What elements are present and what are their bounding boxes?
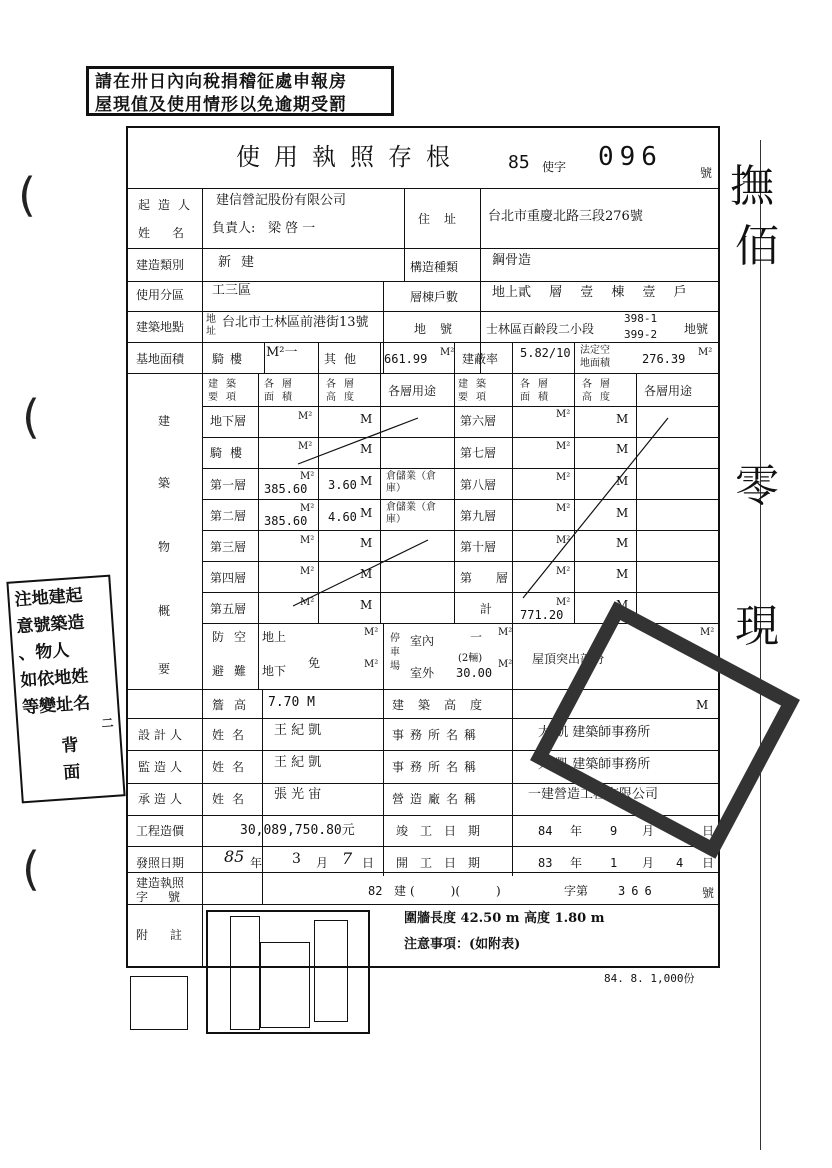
designer-name: 王 紀 凱	[274, 723, 322, 738]
print-run-note: 84. 8. 1,000份	[604, 972, 695, 985]
site-address-prefix: 地址	[206, 314, 216, 337]
floor-height-unit: M	[616, 442, 629, 456]
floor-height-unit: M	[360, 567, 373, 581]
month-unit: 月	[316, 856, 329, 870]
year-number: 85	[508, 152, 530, 173]
supervisor-name: 王 紀 凱	[274, 755, 322, 770]
floor-name: 第七層	[460, 446, 497, 460]
floor-height-unit: M	[360, 412, 373, 426]
floor-name: 第一層	[210, 478, 247, 492]
floor-name: 第六層	[460, 414, 497, 428]
eaves-label: 簷高	[212, 698, 257, 712]
notice-line-1: 請在卅日內向稅捐稽征處申報房	[95, 72, 347, 92]
structure-value: 鋼骨造	[492, 253, 532, 268]
category-value: 新建	[218, 255, 265, 270]
adjacent-page-glyph: 佰	[735, 221, 779, 272]
attention-note: 注意事項：(如附表)	[404, 937, 521, 952]
month-unit: 月	[642, 824, 655, 838]
shelter-below-label: 地下	[262, 664, 287, 678]
parking-outdoor-label: 室外	[410, 666, 435, 680]
seal-stamp	[314, 920, 348, 1022]
seal-stamp	[260, 942, 310, 1028]
permit-word: 字第	[564, 884, 589, 898]
side-note-line: 注地建起	[13, 585, 84, 611]
parking-indoor-value: 一	[470, 630, 483, 644]
designer-office: 大 凱 建築師事務所	[538, 725, 651, 740]
adjacent-page-glyph: 零	[735, 461, 779, 512]
day-unit: 日	[362, 856, 375, 870]
year-unit: 年	[570, 824, 583, 838]
floor-area-unit: M²	[556, 535, 571, 546]
lot-suffix: 地號	[684, 322, 709, 336]
zone-label: 使用分區	[136, 288, 185, 302]
designer-office-label: 事務所名稱	[392, 728, 483, 742]
parking-outdoor-note: (2輛)	[458, 653, 483, 664]
col-header-height: 各層高度	[582, 379, 618, 403]
floor-name: 第十層	[460, 540, 497, 554]
punch-mark: (	[22, 390, 40, 444]
issue-day: 7	[342, 849, 353, 868]
floor-area-unit: M²	[556, 566, 571, 577]
legal-area-label-2: 地面積	[580, 358, 610, 369]
punch-mark: (	[22, 842, 40, 896]
parking-indoor-label: 室內	[410, 634, 435, 648]
parking-unit: M²	[498, 627, 513, 638]
section-char: 建	[158, 414, 171, 428]
form-title: 使用執照存根	[236, 143, 464, 171]
builder-address: 台北市重慶北路三段276號	[488, 209, 643, 224]
section-char: 要	[158, 662, 171, 676]
floor-area-unit: M²	[300, 597, 315, 608]
floors-value: 地上貳 層 壹 棟 壹 戶	[492, 285, 687, 300]
floor-height-unit: M	[360, 536, 373, 550]
contractor-label: 承造人	[138, 792, 187, 806]
floor-height-unit: M	[360, 506, 373, 520]
start-day: 4	[676, 856, 684, 870]
section-char: 概	[158, 604, 171, 618]
permit-label-2: 字號	[136, 890, 201, 904]
floor-name: 第八層	[460, 478, 497, 492]
side-note-line: 如依地姓	[19, 666, 89, 692]
floor-height-unit: M	[616, 536, 629, 550]
contractor-firm-label: 營造廠名稱	[392, 792, 483, 806]
side-note-line: 二	[100, 715, 114, 731]
builder-rep-name: 梁 啓 一	[268, 221, 316, 236]
floor-name: 第 層	[460, 571, 518, 585]
permit-serial-suffix: 號	[702, 886, 715, 900]
year-unit: 年	[250, 856, 263, 870]
date-stamp	[374, 908, 402, 1034]
builder-rep-label: 負責人:	[212, 221, 256, 236]
parking-label: 停車場	[390, 633, 400, 672]
floor-area-unit: M²	[556, 441, 571, 452]
floor-use: 倉儲業（倉庫）	[386, 502, 436, 525]
side-note-line: 背	[60, 735, 80, 757]
punch-mark: (	[18, 168, 36, 222]
supervisor-name-label: 姓名	[212, 760, 253, 774]
year-unit: 年	[570, 856, 583, 870]
eaves-value: 7.70 M	[268, 695, 315, 710]
side-note-line: 意號築造	[15, 612, 86, 638]
total-area: 771.20	[520, 608, 564, 622]
supervisor-office-label: 事務所名稱	[392, 760, 483, 774]
address-label: 住址	[418, 212, 471, 226]
start-year: 83	[538, 856, 553, 870]
notice-stamp	[86, 66, 394, 116]
site-label: 建築地點	[136, 320, 185, 334]
col-header-use: 各層用途	[388, 384, 437, 398]
permit-number: 096	[598, 142, 663, 172]
floor-use: 倉儲業（倉庫）	[386, 471, 436, 494]
floors-label: 層棟戶數	[410, 290, 459, 304]
permit-suffix: 號	[700, 166, 713, 180]
floor-area-unit: M²	[556, 597, 571, 608]
approval-stamps	[206, 910, 370, 1034]
coverage-value: 5.82/10	[520, 346, 571, 360]
col-header-item: 建築要項	[458, 379, 494, 403]
floor-area-unit: M²	[556, 503, 571, 514]
floor-name: 第二層	[210, 509, 247, 523]
floor-height-unit: M	[616, 567, 629, 581]
floor-area-unit: M²	[300, 503, 315, 514]
supervisor-office: 大 凱 建築師事務所	[538, 757, 651, 772]
shelter-above-label: 地上	[262, 630, 287, 644]
floor-area-unit: M²	[300, 471, 315, 482]
floor-height-unit: M	[616, 506, 629, 520]
builder-label: 起造人	[138, 198, 199, 212]
floor-name: 地下層	[210, 414, 247, 428]
notes-label: 附註	[136, 928, 205, 942]
floor-area-unit: M²	[298, 411, 313, 422]
office-seal	[130, 976, 188, 1030]
cost-label: 工程造價	[136, 824, 185, 838]
contractor-name: 張 光 宙	[274, 787, 322, 802]
roof-label: 屋頂突出部份	[532, 652, 605, 666]
structure-label: 構造種類	[410, 260, 459, 274]
day-unit: 日	[702, 856, 715, 870]
legal-area-value: 276.39	[642, 352, 686, 366]
contractor-name-label: 姓名	[212, 792, 253, 806]
issue-year: 85	[224, 847, 245, 866]
lot-label: 地號	[414, 322, 467, 336]
zone-value: 工三區	[212, 283, 252, 298]
col-header-area: 各層面積	[520, 379, 556, 403]
floor-area-unit: M²	[556, 409, 571, 420]
col-header-height: 各層高度	[326, 379, 362, 403]
permit-year: 82	[368, 884, 383, 898]
designer-name-label: 姓名	[212, 728, 253, 742]
building-height-unit: M	[696, 698, 709, 712]
permit-paren: ( )( )	[410, 884, 501, 898]
permit-stub	[126, 126, 720, 968]
completion-label: 竣工日期	[396, 824, 493, 838]
coverage-label: 建蔽率	[462, 352, 499, 366]
site-address: 台北市士林區前港街13號	[222, 315, 369, 330]
shelter-label-2: 避難	[212, 664, 257, 678]
site-area-label: 基地面積	[136, 352, 185, 366]
cost-value: 30,089,750.80元	[240, 823, 355, 838]
total-label: 計	[480, 602, 493, 616]
permit-prefix: 使字	[542, 160, 567, 174]
building-height-label: 建築高度	[392, 698, 497, 712]
adjacent-page-glyph: 撫	[730, 161, 774, 212]
floor-height-unit: M	[616, 474, 629, 488]
completion-year: 84	[538, 824, 553, 838]
floor-name: 第九層	[460, 509, 497, 523]
section-char: 築	[158, 476, 171, 490]
floor-area-unit: M²	[298, 441, 313, 452]
permit-label-1: 建造執照	[136, 876, 185, 890]
notice-line-2: 屋現值及使用情形以免逾期受罰	[95, 95, 347, 115]
seal-stamp	[230, 916, 260, 1030]
floor-height: 4.60	[328, 510, 357, 524]
side-note-line: 面	[62, 762, 82, 784]
floor-height-unit: M	[616, 598, 629, 612]
side-note-line: 、物人	[17, 640, 71, 665]
side-note-line: 等變址名	[21, 693, 91, 719]
floor-area-unit: M²	[300, 535, 315, 546]
lot-number-1: 398-1	[624, 312, 658, 325]
legal-area-unit: M²	[698, 347, 713, 358]
day-unit: 日	[702, 824, 715, 838]
floor-area-unit: M²	[300, 566, 315, 577]
other-value: 661.99	[384, 352, 428, 366]
lot-value: 士林區百齡段二小段	[486, 322, 595, 336]
cancellation-strokes	[128, 128, 722, 970]
floor-name: 第五層	[210, 602, 247, 616]
permit-serial: 366	[618, 884, 658, 898]
col-header-use: 各層用途	[644, 384, 693, 398]
floor-name: 第四層	[210, 571, 247, 585]
supervisor-label: 監造人	[138, 760, 187, 774]
completion-month: 9	[610, 824, 618, 838]
roof-unit: M²	[700, 627, 715, 638]
start-month: 1	[610, 856, 618, 870]
arcade-value: M²一	[266, 345, 298, 360]
start-date-label: 開工日期	[396, 856, 493, 870]
shelter-exempt: 免	[308, 656, 321, 670]
floor-area-unit: M²	[556, 472, 571, 483]
floor-height: 3.60	[328, 478, 357, 492]
shelter-unit: M²	[364, 627, 379, 638]
parking-unit: M²	[498, 659, 513, 670]
floor-height-unit: M	[360, 442, 373, 456]
other-unit: M²	[440, 347, 455, 358]
issue-month: 3	[292, 851, 301, 867]
section-char: 物	[158, 540, 171, 554]
floor-height-unit: M	[360, 598, 373, 612]
contractor-firm: 一建營造工程有限公司	[528, 787, 659, 802]
adjacent-page-glyph: 現	[735, 601, 779, 652]
category-label: 建造類別	[136, 258, 185, 272]
col-header-area: 各層面積	[264, 379, 300, 403]
other-label: 其他	[324, 352, 365, 366]
month-unit: 月	[642, 856, 655, 870]
shelter-label-1: 防空	[212, 630, 257, 644]
issue-date-label: 發照日期	[136, 856, 185, 870]
designer-label: 設計人	[138, 728, 187, 742]
arcade-label: 騎樓	[212, 352, 249, 366]
permit-kind: 建	[394, 884, 407, 898]
floor-name: 第三層	[210, 540, 247, 554]
shelter-unit: M²	[364, 659, 379, 670]
builder-name-label: 姓名	[138, 226, 207, 240]
floor-name: 騎樓	[210, 446, 251, 460]
lot-number-2: 399-2	[624, 328, 658, 341]
col-header-item: 建築要項	[208, 379, 244, 403]
floor-height-unit: M	[360, 474, 373, 488]
floor-height-unit: M	[616, 412, 629, 426]
floor-area: 385.60	[264, 514, 308, 528]
floor-area: 385.60	[264, 482, 308, 496]
parking-outdoor-value: 30.00	[456, 666, 493, 680]
side-note	[6, 575, 125, 804]
completion-day: 8	[676, 824, 684, 838]
legal-area-label-1: 法定空	[580, 345, 610, 356]
builder-company: 建信營記股份有限公司	[216, 193, 347, 208]
wall-note: 圍牆長度 42.50 m 高度 1.80 m	[404, 911, 605, 926]
